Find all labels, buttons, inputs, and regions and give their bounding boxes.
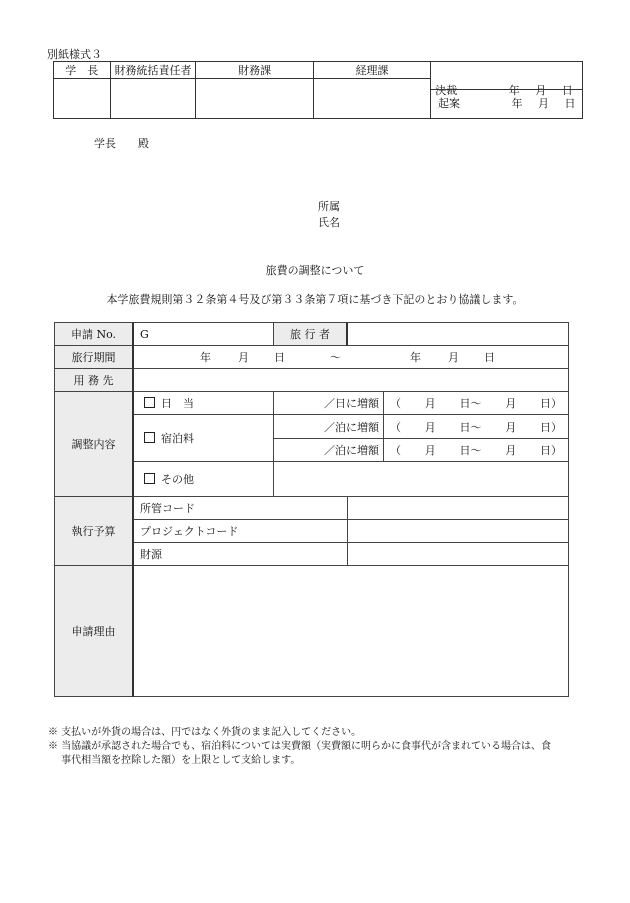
per-night-increase-label-2: ／泊に増額 <box>324 444 379 457</box>
checkbox-icon <box>144 473 155 484</box>
addressee: 学長 殿 <box>94 137 149 150</box>
range-day-tilde: 日〜 <box>459 420 482 434</box>
draft-cell[interactable] <box>438 95 576 111</box>
document-title: 旅費の調整について <box>265 264 365 277</box>
intro-text: 本学旅費規則第３２条第４号及び第３３条第７項に基づき下記のとおり協議します。 <box>106 293 524 306</box>
lodging-increase-field-2[interactable] <box>274 439 384 462</box>
other-field[interactable] <box>274 462 569 497</box>
draft-day: 日 <box>564 97 576 110</box>
period-tilde: 〜 <box>330 351 341 364</box>
stamp-president[interactable] <box>54 79 111 119</box>
lodging-label: 宿泊料 <box>161 432 194 445</box>
range-day-close: 日） <box>540 397 562 410</box>
period-start-month: 月 <box>238 351 249 364</box>
range-day-close: 日） <box>540 444 562 457</box>
range-open: （ <box>390 420 401 434</box>
range-day-close: 日） <box>540 420 562 434</box>
period-field[interactable] <box>133 346 569 369</box>
period-start-day: 日 <box>274 351 285 364</box>
period-end-day: 日 <box>484 351 495 364</box>
range-month: 月 <box>424 397 436 410</box>
checkbox-icon <box>144 432 155 443</box>
budget-label: 執行予算 <box>55 497 134 566</box>
destination-field[interactable] <box>133 369 569 392</box>
other-label: その他 <box>161 473 194 486</box>
per-day-increase-label: ／日に増額 <box>324 397 379 410</box>
range-day-tilde: 日〜 <box>459 397 482 410</box>
reason-label: 申請理由 <box>55 566 134 697</box>
funding-source-field[interactable] <box>347 543 569 566</box>
daily-range-field[interactable] <box>384 392 569 415</box>
range-month-2: 月 <box>505 420 517 434</box>
lodging-increase-field-1[interactable] <box>274 415 384 439</box>
range-day-tilde: 日〜 <box>459 444 482 457</box>
header-finance-division: 財務課 <box>196 62 313 79</box>
daily-increase-field[interactable] <box>274 392 384 415</box>
reason-field[interactable] <box>133 566 569 697</box>
decision-day: 日 <box>561 84 573 97</box>
application-no-field[interactable]: G <box>133 323 274 346</box>
range-open: （ <box>390 397 401 410</box>
note-2: ※ 当協議が承認された場合でも、宿泊料については実費額（実費額に明らかに食事代が含まれている場合は、食 <box>48 741 551 752</box>
project-code-field[interactable] <box>347 520 569 543</box>
per-night-increase-label-1: ／泊に増額 <box>324 420 379 434</box>
budget-code-label: 所管コード <box>133 497 347 520</box>
draft-month: 月 <box>538 97 549 110</box>
traveler-field[interactable] <box>347 323 569 346</box>
header-finance-officer: 財務統括責任者 <box>110 62 196 79</box>
decision-label: 決裁 <box>435 84 458 97</box>
period-end-month: 月 <box>448 351 459 364</box>
destination-label: 用 務 先 <box>55 369 134 392</box>
lodging-checkbox[interactable] <box>133 415 274 462</box>
header-accounting-division: 経理課 <box>313 62 430 79</box>
lodging-range-field-2[interactable] <box>384 439 569 462</box>
application-no-label: 申請 No. <box>55 323 134 346</box>
daily-allowance-label: 日 当 <box>161 397 194 410</box>
range-month-2: 月 <box>505 444 517 457</box>
period-start-year: 年 <box>200 351 211 364</box>
budget-code-field[interactable] <box>347 497 569 520</box>
header-president: 学 長 <box>54 62 111 79</box>
period-label: 旅行期間 <box>55 346 134 369</box>
decision-year: 年 <box>508 84 520 97</box>
range-open: （ <box>390 444 401 457</box>
checkbox-icon <box>144 397 155 408</box>
daily-allowance-checkbox[interactable] <box>133 392 274 415</box>
decision-month: 月 <box>535 84 547 97</box>
notes <box>48 726 588 768</box>
stamp-accounting-division[interactable] <box>313 79 430 119</box>
name-label: 氏名 <box>318 216 340 229</box>
stamp-finance-division[interactable] <box>196 79 313 119</box>
project-code-label: プロジェクトコード <box>133 520 347 543</box>
note-1: ※ 支払いが外貨の場合は、円ではなく外貨のまま記入してください。 <box>48 727 362 738</box>
range-month: 月 <box>424 420 436 434</box>
range-month-2: 月 <box>505 397 517 410</box>
form-id: 別紙様式３ <box>47 48 102 61</box>
draft-label: 起案 <box>438 97 460 110</box>
stamp-finance-officer[interactable] <box>110 79 196 119</box>
other-checkbox[interactable] <box>133 462 274 497</box>
draft-year: 年 <box>511 97 523 110</box>
range-month: 月 <box>424 444 436 457</box>
note-3: 事代相当額を控除した額）を上限として支給します。 <box>48 755 301 766</box>
funding-source-label: 財源 <box>133 543 347 566</box>
lodging-range-field-1[interactable] <box>384 415 569 439</box>
period-end-year: 年 <box>410 351 421 364</box>
adjustment-label: 調整内容 <box>55 392 134 497</box>
affiliation-label: 所属 <box>318 200 340 213</box>
traveler-label: 旅 行 者 <box>274 323 348 346</box>
application-form <box>54 322 569 697</box>
